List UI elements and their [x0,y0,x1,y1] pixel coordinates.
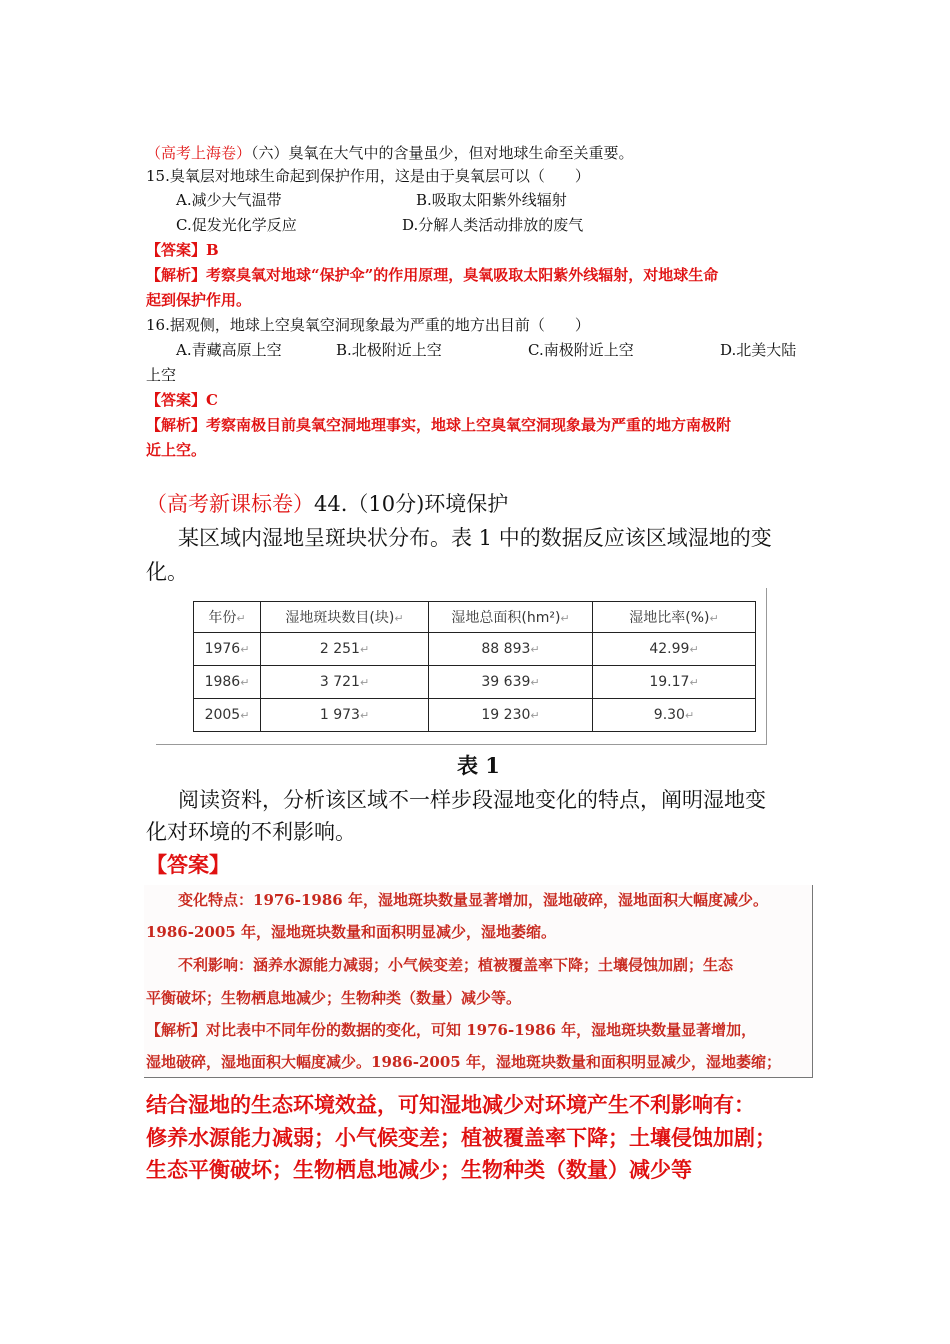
cell-total-area: 88 893↵ [429,633,593,666]
exam-source-label: （高考新课标卷） [146,492,314,516]
answer-image-line: 平衡破坏；生物栖息地减少；生物种类（数量）减少等。 [146,989,522,1007]
q15-option-b: B.吸取太阳紫外线辐射 [416,191,567,209]
q15-analysis-line1: 【解析】考察臭氧对地球“保护伞”的作用原理，臭氧吸取太阳紫外线辐射，对地球生命 [146,266,719,284]
answer-image [144,885,813,1078]
q44-intro-line1: 某区域内湿地呈斑块状分布。表 1 中的数据反应该区域湿地的变 [178,526,772,550]
header-year: 年份↵ [194,602,261,633]
answer-image-line: 【解析】对比表中不同年份的数据的变化，可知 1976-1986 年，湿地斑块数量显著增加， [146,1021,757,1039]
intro-text: （六）臭氧在大气中的含量虽少，但对地球生命至关重要。 [251,144,634,162]
wetland-data-table [193,601,756,732]
answer-image-line: 湿地破碎，湿地面积大幅度减少。1986-2005 年，湿地斑块数量和面积明显减少，湿地萎缩； [146,1053,781,1071]
q44-answer-label: 【答案】 [146,852,230,877]
q16-analysis-line2: 近上空。 [146,441,207,459]
cell-ratio: 19.17↵ [593,666,756,699]
q16-option-a: A.青藏高原上空 [176,341,282,359]
conclusion-line2: 修养水源能力减弱；小气候变差；植被覆盖率下降；土壤侵蚀加剧； [146,1125,776,1150]
q16-option-d-continued: 上空 [146,366,177,384]
conclusion-line3: 生态平衡破坏；生物栖息地减少；生物种类（数量）减少等 [146,1157,692,1182]
cell-year: 2005↵ [194,699,261,732]
conclusion-line1: 结合湿地的生态环境效益，可知湿地减少对环境产生不利影响有： [146,1092,755,1117]
header-ratio: 湿地比率(%)↵ [593,602,756,633]
q15-option-a: A.减少大气温带 [176,191,282,209]
answer-image-line: 1986-2005 年，湿地斑块数量和面积明显减少，湿地萎缩。 [146,923,556,941]
header-patch-count: 湿地斑块数目(块)↵ [261,602,429,633]
cell-year: 1986↵ [194,666,261,699]
q16-option-d: D.北美大陆 [720,341,797,359]
q15-stem: 15.臭氧层对地球生命起到保护作用，这是由于臭氧层可以（ ） [146,167,590,185]
cell-patch-count: 3 721↵ [261,666,429,699]
q15-option-d: D.分解人类活动排放的废气 [402,216,584,234]
q15-analysis-line2: 起到保护作用。 [146,291,252,309]
cell-total-area: 39 639↵ [429,666,593,699]
answer-image-line: 变化特点：1976-1986 年，湿地斑块数量显著增加，湿地破碎，湿地面积大幅度减少。 [178,891,768,909]
q15-answer: 【答案】B [146,241,219,259]
q44-heading [146,490,508,518]
q44-task-line2: 化对环境的不利影响。 [146,820,356,844]
question-intro [146,143,634,163]
exam-source-label: （高考上海卷） [146,144,252,162]
cell-patch-count: 2 251↵ [261,633,429,666]
table-row [194,633,756,666]
q16-option-b: B.北极附近上空 [336,341,442,359]
cell-patch-count: 1 973↵ [261,699,429,732]
q44-title: 44.（10分)环境保护 [314,492,509,516]
table-header-row [194,602,756,633]
q16-answer: 【答案】C [146,391,218,409]
q16-stem: 16.据观侧，地球上空臭氧空洞现象最为严重的地方出目前（ ） [146,316,590,334]
q16-analysis-line1: 【解析】考察南极目前臭氧空洞地理事实，地球上空臭氧空洞现象最为严重的地方南极附 [146,416,732,434]
q16-option-c: C.南极附近上空 [528,341,634,359]
cell-ratio: 9.30↵ [593,699,756,732]
q15-option-c: C.促发光化学反应 [176,216,297,234]
cell-total-area: 19 230↵ [429,699,593,732]
table-row [194,699,756,732]
table-caption: 表 1 [457,753,500,778]
cell-year: 1976↵ [194,633,261,666]
q44-intro-line2: 化。 [146,560,188,584]
cell-ratio: 42.99↵ [593,633,756,666]
answer-image-line: 不利影响：涵养水源能力减弱；小气候变差；植被覆盖率下降；土壤侵蚀加剧；生态 [178,956,734,974]
header-total-area: 湿地总面积(hm²)↵ [429,602,593,633]
table-row [194,666,756,699]
q44-task-line1: 阅读资料，分析该区域不一样步段湿地变化的特点，阐明湿地变 [178,788,766,812]
